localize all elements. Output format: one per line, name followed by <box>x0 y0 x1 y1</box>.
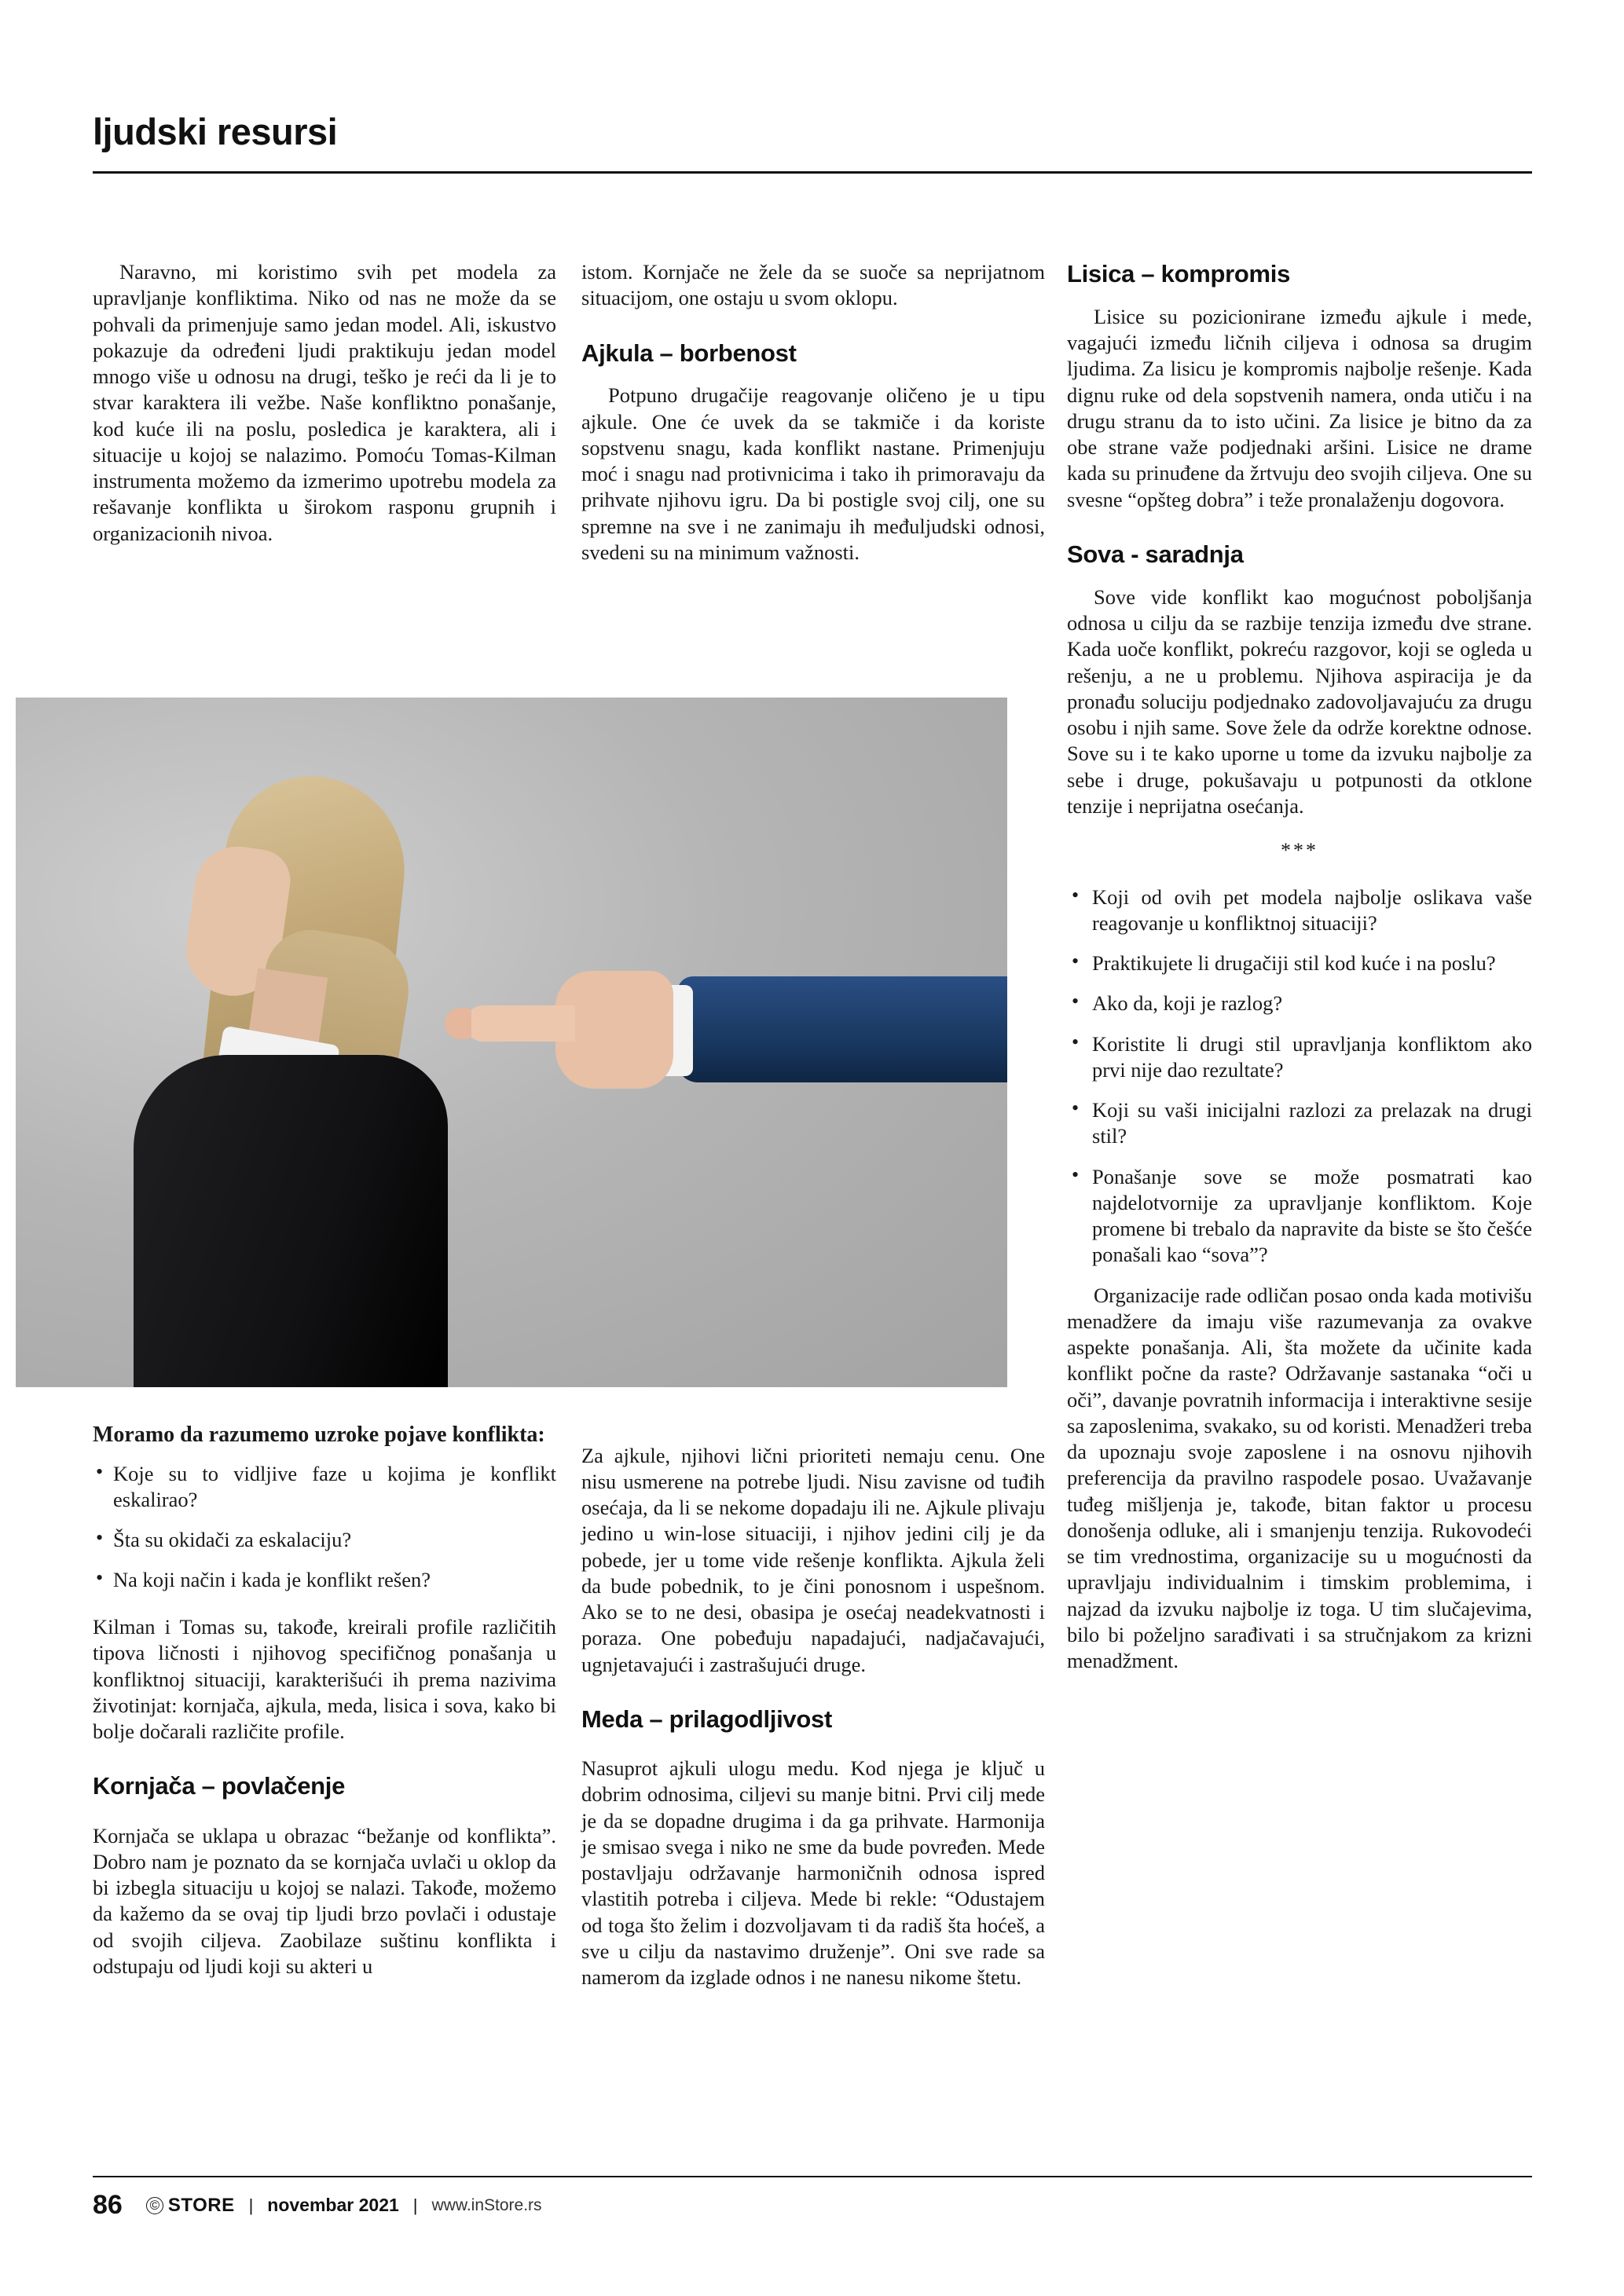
brand-name: STORE <box>167 2194 235 2216</box>
header-divider <box>93 171 1532 174</box>
list-item: • Ponašanje sove se može posmatrati kao najdelotvornije za upravljanje konfliktom. Koje promene bi trebalo da napravite da biste se što češće ponašali kao “sova”? <box>1067 1164 1532 1269</box>
photo-background <box>16 698 1007 1387</box>
footer-divider <box>93 2176 1532 2177</box>
finger-shape <box>465 1005 575 1042</box>
paragraph: Kilman i Tomas su, takođe, kreirali profile različitih tipova ličnosti i njihovog specifičnog ponašanja u konfliktnoj situaciji, karakterišući ih prema nazivima životinjat: kornjača, ajkula, meda, lisica i sova, kako bi bolje dočarali različite profile. <box>93 1615 556 1744</box>
fingertip-shape <box>445 1008 471 1039</box>
list-item: • Šta su okidači za eskalaciju? <box>93 1527 556 1553</box>
section-heading-meda: Meda – prilagodljivost <box>581 1705 832 1733</box>
column-3 <box>1067 259 1532 1674</box>
subheading-uzroci: Moramo da razumemo uzroke pojave konflikta: <box>93 1423 545 1447</box>
sleeve-shape <box>677 976 1007 1082</box>
column-2-lower <box>581 1422 1045 2012</box>
list-item: • Koristite li drugi stil upravljanja konfliktom ako prvi nije dao rezultate? <box>1067 1031 1532 1084</box>
copyright-icon: © <box>146 2197 163 2214</box>
page-title: ljudski resursi <box>93 111 338 152</box>
pointing-arm <box>520 933 1007 1137</box>
section-heading-sova: Sova - saradnja <box>1067 540 1244 568</box>
issue-date: novembar 2021 <box>267 2195 399 2215</box>
paragraph: Sove vide konflikt kao mogućnost poboljšanja odnosa u cilju da se razbije tenzija između dve strane. Kada uoče konflikt, pokreću razgovor, koji se ogleda u rešenju, a ne u problemu. Njihova aspiracija je da pronađu soluciju podjednako zadovoljavajuću za drugu osobu i njih same. Sove žele da održe korektne odnose. Sove su i te kako uporne u tome da izvuku najbolje za sebe i druge, pokušavaju u potpunosti da otklone tenzije i neprijatna osećanja. <box>1067 584 1532 818</box>
paragraph-continued: istom. Kornjače ne žele da se suoče sa neprijatnom situacijom, one ostaju u svom oklopu. <box>581 260 1045 310</box>
paragraph: Nasuprot ajkuli ulogu medu. Kod njega je ključ u dobrim odnosima, ciljevi su manje bitni. Prvi cilj mede je da se dopadne drugima i da ga prihvate. Harmonija je smisao svega i niko ne sme da bude povređen. Mede postavljaju održavanje harmoničnih odnosa ispred vlastitih potreba i ciljeva. Mede bi rekle: “Odustajem od toga što želim i dozvoljavam ti da radiš šta hoćeš, a sve u cilju da nastavimo druženje”. Oni sve rade sa namerom da izglade odnos i ne nanesu nikome štetu. <box>581 1756 1045 1990</box>
paragraph: Potpuno drugačije reagovanje oličeno je u tipu ajkule. One će uvek da se takmiče i da koriste sopstvenu snagu, kada konflikt nastane. Primenjuju moć i snagu nad protivnicima i tako ih primoravaju da prihvate njihovu igru. Da bi postigle svoj cilj, one su spremne na sve i ne zanimaju ih međuljudski odnosi, svedeni su na minimum važnosti. <box>581 383 1045 564</box>
brand-logo <box>146 2195 235 2217</box>
website-url[interactable]: www.inStore.rs <box>431 2195 542 2214</box>
paragraph: Organizacije rade odličan posao onda kada motivišu menadžere da imaju više razumevanja za ovakve aspekte ponašanja. Ali, šta možete da učinite kada konflikt počne da raste? Održavanje sastanaka “oči u oči”, davanje povratnih informacija i interaktivne sesije sa zaposlenima, svakako, su od koristi. Menadžeri treba da upoznaju svoje zaposlene i na osnovu njihovih preferencija da pravilno raspodele posao. Uvažavanje tuđeg mišljenja je, takođe, bitan faktor u procesu donošenja odluke, ali i smanjenju tenzija. Rukovodeći se tim vrednostima, organizacije su u mogućnosti da upravljaju individualnim i timskim problemima, i najzad da izvuku najbolje iz toga. U tim slučajevima, bilo bi poželjno sarađivati i sa stručnjakom za krizni menadžment. <box>1067 1283 1532 1673</box>
column-1-lower <box>93 1422 556 2001</box>
paragraph: Za ajkule, njihovi lični prioriteti nemaju cenu. One nisu usmerene na potrebe ljudi. Nisu zavisne od tuđih osećaja, da li se nekome dopadaju ili ne. Ajkule plivaju jedino u win-lose situaciji, i njihov jedini cilj je da pobede, jer u tome vide rešenje konflikta. Ajkula želi da bude pobednik, to je čini ponosnom i uspešnom. Ako se to ne desi, obasipa je osećaj neadekvatnosti i poraza. One pobeđuju napadajući, nadjačavajući, ugnjetavajući i zastrašujući druge. <box>581 1443 1045 1676</box>
section-heading-lisica: Lisica – kompromis <box>1067 260 1291 287</box>
footer-separator: | <box>248 2195 254 2215</box>
list-item: • Koje su to vidljive faze u kojima je konflikt eskalirao? <box>93 1461 556 1514</box>
paragraph: Naravno, mi koristimo svih pet modela za upravljanje konfliktima. Niko od nas ne može da se pohvali da primenjuje samo jedan model. Ali, iskustvo pokazuje da određeni ljudi praktikuju jedan model mnogo više u odnosu na drugi, teško je reći da li je to stvar karaktera ili vežbe. Naše konfliktno ponašanje, kod kuće ili na poslu, posledica je karaktera, ali i situacije u kojoj se nalazimo. Pomoću Tomas-Kilman instrumenta možemo da izmerimo upotrebu modela za rešavanje konflikta u širokom rasponu grupnih i organizacionih nivoa. <box>93 260 556 545</box>
section-divider-asterisks: *** <box>1281 839 1318 862</box>
list-item: • Praktikujete li drugačiji stil kod kuće i na poslu? <box>1067 950 1532 976</box>
section-heading-ajkula: Ajkula – borbenost <box>581 339 797 367</box>
column-2 <box>581 259 1045 566</box>
jacket-shape <box>134 1055 448 1387</box>
paragraph: Kornjača se uklapa u obrazac “bežanje od konflikta”. Dobro nam je poznato da se kornjača uvlači u oklop da bi izbegla situaciju u kojoj se nalazi. Takođe, možemo da kažemo da se ovaj tip ljudi brzo povlači i odustaje od svojih ciljeva. Zaobilaze suštinu konflikta i odstupaju od ljudi koji su akteri u <box>93 1823 556 1978</box>
footer-separator-2: | <box>412 2195 418 2215</box>
woman-being-pointed-at-photo <box>16 698 1007 1387</box>
list-item: • Koji su vaši inicijalni razlozi za prelazak na drugi stil? <box>1067 1097 1532 1150</box>
paragraph: Lisice su pozicionirane između ajkule i mede, vagajući između ličnih ciljeva i odnosa sa drugim ljudima. Za lisicu je kompromis najbolje rešenje. Kada dignu ruke od dela sopstvenih namera, onda utiču i na drugu stranu da to isto učini. Za lisice je bitno da za obe strane važe podjednaki aršini. Lisice ne drame kada su prinuđene da žrtvuju deo svojih ciljeva. One su svesne “opšteg dobra” i teže pronalaženju dogovora. <box>1067 304 1532 511</box>
page-number: 86 <box>93 2190 123 2220</box>
list-item: • Koji od ovih pet modela najbolje oslikava vaše reagovanje u konfliktnoj situaciji? <box>1067 884 1532 937</box>
section-heading-kornjaca: Kornjača – povlačenje <box>93 1772 346 1800</box>
list-item: • Ako da, koji je razlog? <box>1067 991 1532 1016</box>
question-list <box>1067 884 1532 1269</box>
column-1 <box>93 259 556 547</box>
causes-list <box>93 1461 556 1594</box>
list-item: • Na koji način i kada je konflikt rešen? <box>93 1567 556 1593</box>
page-footer <box>93 2190 542 2221</box>
